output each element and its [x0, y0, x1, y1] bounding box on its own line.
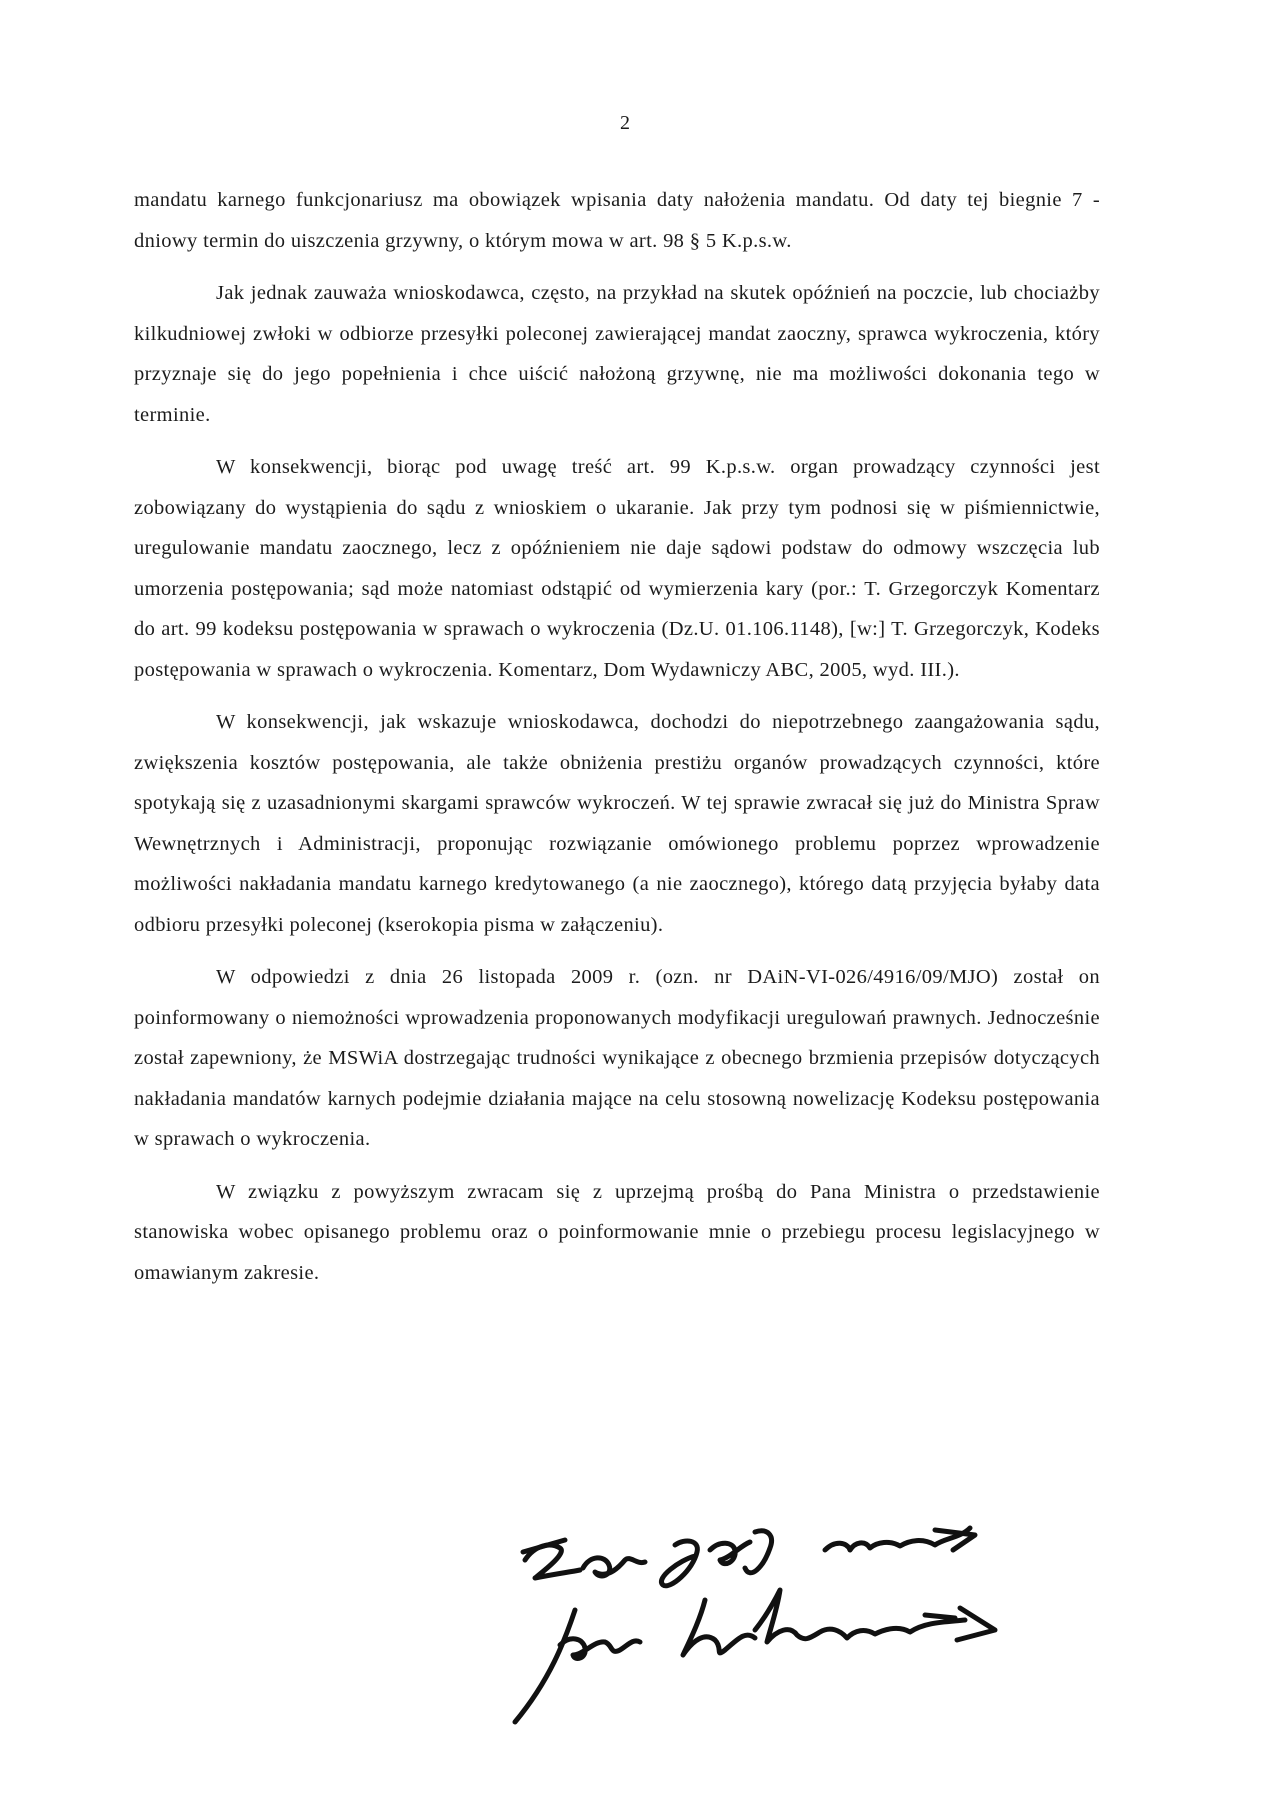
paragraph-costs: W konsekwencji, jak wskazuje wnioskodawca, dochodzi do niepotrzebnego zaangażowania sądu, zwiększenia kosztów postępowania, ale także obniżenia prestiżu organów prowadzących czynności, które spotykają się z uzasadnionymi skargami sprawców wykroczeń. W tej sprawie zwracał się już do Ministra Spraw Wewnętrznych i Administracji, proponując rozwiązanie omówionego problemu poprzez wprowadzenie możliwości nakładania mandatu karnego kredytowanego (a nie zaocznego), którego datą przyjęcia byłaby data odbioru przesyłki poleconej (kserokopia pisma w załączeniu). [134, 711, 1100, 936]
page-number: 2 [620, 112, 630, 134]
paragraph-court-consequence: W konsekwencji, biorąc pod uwagę treść art. 99 K.p.s.w. organ prowadzący czynności jest zobowiązany do wystąpienia do sądu z wnioskiem o ukaranie. Jak przy tym podnosi się w piśmiennictwie, uregulowanie mandatu zaocznego, lecz z opóźnieniem nie daje sądowi podstaw do odmowy wszczęcia lub umorzenia postępowania; sąd może natomiast odstąpić od wymierzenia kary (por.: T. Grzegorczyk Komentarz do art. 99 kodeksu postępowania w sprawach o wykroczenia (Dz.U. 01.106.1148), [w:] T. Grzegorczyk, Kodeks postępowania w sprawach o wykroczenia. Komentarz, Dom Wydawniczy ABC, 2005, wyd. III.). [134, 456, 1100, 681]
letter-body [134, 180, 1100, 1293]
paragraph-applicant-observation: Jak jednak zauważa wnioskodawca, często, na przykład na skutek opóźnień na poczcie, lub chociażby kilkudniowej zwłoki w odbiorze przesyłki poleconej zawierającej mandat zaoczny, sprawca wykroczenia, który przyznaje się do jego popełnienia i chce uiścić nałożoną grzywnę, nie ma możliwości dokonania tego w terminie. [134, 282, 1100, 426]
paragraph-request: W związku z powyższym zwracam się z uprzejmą prośbą do Pana Ministra o przedstawienie stanowiska wobec opisanego problemu oraz o poinformowanie mnie o przebiegu procesu legislacyjnego w omawianym zakresie. [134, 1180, 1100, 1284]
paragraph-continuation: mandatu karnego funkcjonariusz ma obowiązek wpisania daty nałożenia mandatu. Od daty tej biegnie 7 - dniowy termin do uiszczenia grzywny, o którym mowa w art. 98 § 5 K.p.s.w. [134, 189, 1100, 252]
paragraph-ministry-response: W odpowiedzi z dnia 26 listopada 2009 r. (ozn. nr DAiN-VI-026/4916/09/MJO) został on poinformowany o niemożności wprowadzenia proponowanych modyfikacji uregulowań prawnych. Jednocześnie został zapewniony, że MSWiA dostrzegając trudności wynikające z obecnego brzmienia przepisów dotyczących nakładania mandatów karnych podejmie działania mające na celu stosowną nowelizację Kodeksu postępowania w sprawach o wykroczenia. [134, 966, 1100, 1150]
handwritten-signature [505, 1490, 1065, 1725]
